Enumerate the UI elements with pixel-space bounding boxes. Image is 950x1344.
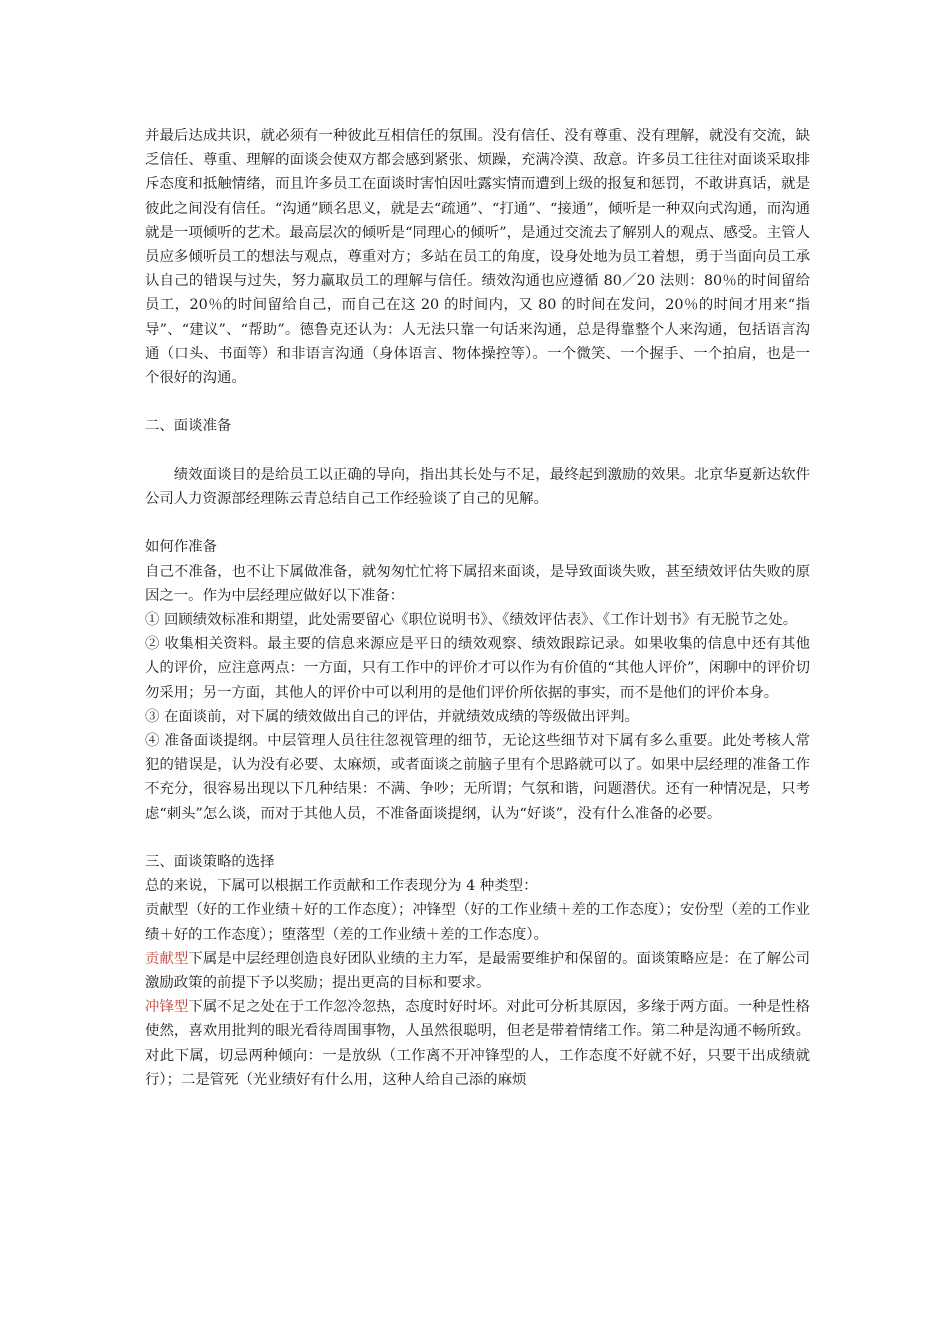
highlight-contributor: 贡献型 [145, 950, 189, 967]
list-item-3: ③ 在面谈前，对下属的绩效做出自己的评估，并就绩效成绩的等级做出评判。 [145, 708, 639, 725]
paragraph-types-list: 贡献型（好的工作业绩＋好的工作态度）；冲锋型（好的工作业绩＋差的工作态度）；安份型（差的工作业绩＋好的工作态度）；堕落型（差的工作业绩＋差的工作态度）。 [145, 902, 810, 943]
spacer [145, 439, 810, 463]
paragraph-communication: 并最后达成共识，就必须有一种彼此互相信任的氛围。没有信任、没有尊重、没有理解，就没有交流，缺乏信任、尊重、理解的面谈会使双方都会感到紧张、烦躁，充满冷漠、敌意。许多员工往往对面谈采取排斥态度和抵触情绪，而且许多员工在面谈时害怕因吐露实情而遭到上级的报复和惩罚，不敢讲真话，就是彼此之间没有信任。“沟通”顾名思义，就是去“疏通”、“打通”、“接通”，倾听是一种双向式沟通，而沟通就是一项倾听的艺术。最高层次的倾听是“同理心的倾听”，是通过交流去了解别人的观点、感受。主管人员应多倾听员工的想法与观点，尊重对方；多站在员工的角度，设身处地为员工着想，勇于当面向员工承认自己的错误与过失，努力赢取员工的理解与信任。绩效沟通也应遵循 80／20 法则：80％的时间留给员工，20％的时间留给自己，而自己在这 20 的时间内，又 80 的时间在发问，20％的时间才用来“指导”、“建议”、“帮助”。德鲁克还认为：人无法只靠一句话来沟通，总是得靠整个人来沟通，包括语言沟通（口头、书面等）和非语言沟通（身体语言、物体操控等）。一个微笑、一个握手、一个拍肩，也是一个很好的沟通。 [145, 128, 810, 387]
document-body [145, 124, 810, 1092]
list-item-2: ② 收集相关资料。最主要的信息来源应是平日的绩效观察、绩效跟踪记录。如果收集的信息中还有其他人的评价，应注意两点：一方面，只有工作中的评价才可以作为有价值的“其他人评价”，闲聊中的评价切勿采用；另一方面，其他人的评价中可以利用的是他们评价所依据的事实，而不是他们的评价本身。 [145, 636, 810, 701]
highlight-charger: 冲锋型 [145, 999, 189, 1016]
spacer [145, 511, 810, 535]
spacer [145, 390, 810, 414]
spacer [145, 826, 810, 850]
list-item-1: ① 回顾绩效标准和期望，此处需要留心《职位说明书》、《绩效评估表》、《工作计划书》有无脱节之处。 [145, 612, 798, 629]
charger-description: 下属不足之处在于工作忽冷忽热，态度时好时坏。对此可分析其原因，多缘于两方面。一种是性格使然，喜欢用批判的眼光看待周围事物，人虽然很聪明，但老是带着情绪工作。第二种是沟通不畅所致。对此下属，切忌两种倾向：一是放纵（工作离不开冲锋型的人，工作态度不好就不好，只要干出成绩就行）；二是管死（光业绩好有什么用，这种人给自己添的麻烦 [145, 999, 810, 1088]
paragraph-interview-purpose: 绩效面谈目的是给员工以正确的导向，指出其长处与不足，最终起到激励的效果。北京华夏新达软件公司人力资源部经理陈云青总结自己工作经验谈了自己的见解。 [145, 466, 810, 508]
list-item-4: ④ 准备面谈提纲。中层管理人员往往忽视管理的细节，无论这些细节对下属有多么重要。此处考核人常犯的错误是，认为没有必要、太麻烦，或者面谈之前脑子里有个思路就可以了。如果中层经理的准备工作不充分，很容易出现以下几种结果：不满、争吵；无所谓；气氛和谐，问题潜伏。还有一种情况是，只考虑“刺头”怎么谈，而对于其他人员，不准备面谈提纲，认为“好谈”，没有什么准备的必要。 [145, 733, 810, 822]
contributor-description: 下属是中层经理创造良好团队业绩的主力军，是最需要维护和保留的。面谈策略应是：在了解公司激励政策的前提下予以奖励；提出更高的目标和要求。 [145, 950, 810, 992]
paragraph-charger-type [145, 995, 810, 1092]
subheading-how-to-prepare: 如何作准备 [145, 539, 217, 556]
paragraph-types-intro: 总的来说，下属可以根据工作贡献和工作表现分为 4 种类型： [145, 878, 538, 895]
section-heading-interview-prep: 二、面谈准备 [145, 418, 232, 435]
paragraph-contributor-type [145, 947, 810, 995]
section-heading-strategy: 三、面谈策略的选择 [145, 854, 275, 871]
paragraph-preparation-intro: 自己不准备，也不让下属做准备，就匆匆忙忙将下属招来面谈，是导致面谈失败，甚至绩效评估失败的原因之一。作为中层经理应做好以下准备： [145, 563, 810, 604]
